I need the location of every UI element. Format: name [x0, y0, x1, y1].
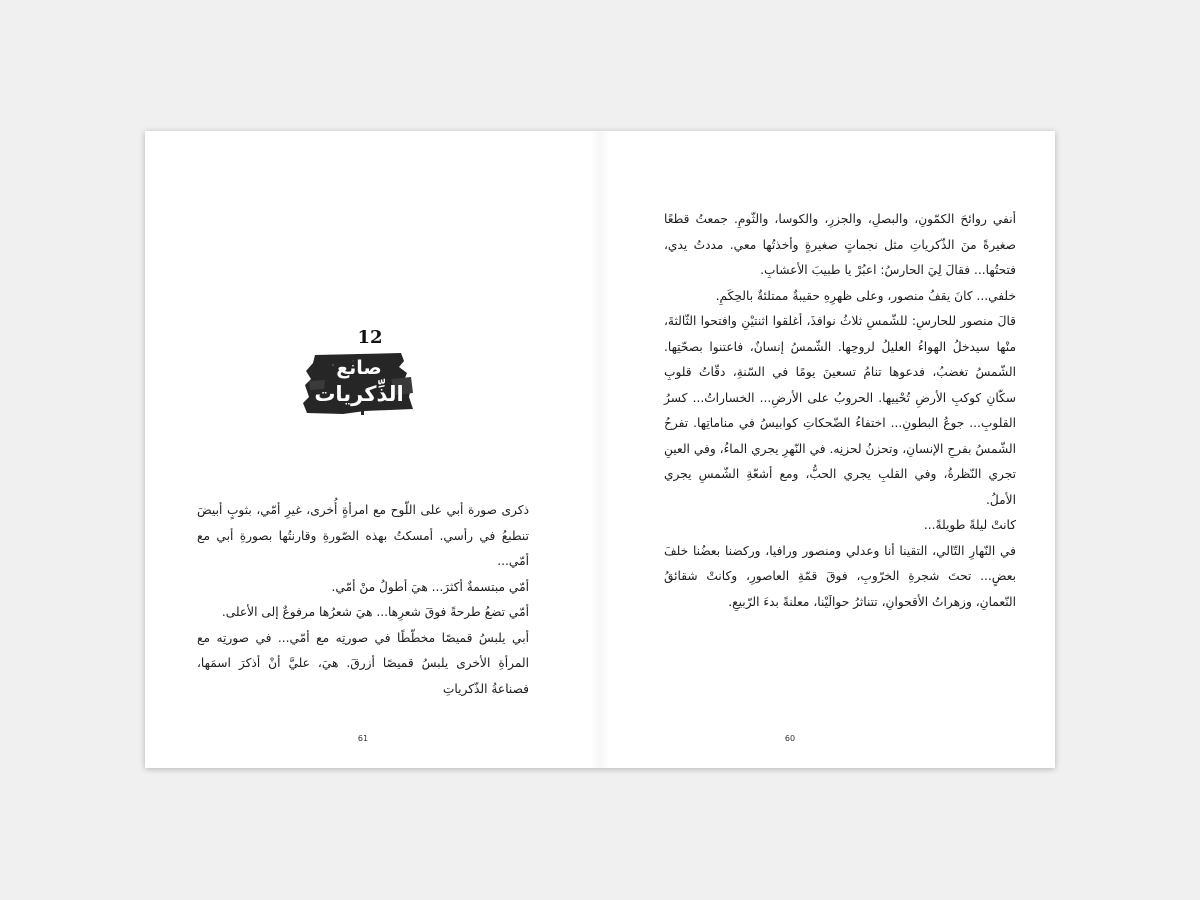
page-number: 61: [357, 734, 369, 743]
page-number: 60: [784, 734, 796, 743]
chapter-header: [303, 327, 423, 427]
chapter-title-line-2: الذِّكريات: [314, 382, 404, 406]
paragraph: أمّي مبتسمةٌ أكثرَ... هيَ أطولُ منْ أمّي.: [331, 579, 529, 594]
chapter-title: [303, 353, 415, 415]
right-page: [600, 131, 1055, 768]
paragraph: قالَ منصور للحارسِ: للشّمسِ ثلاثُ نوافذَ، أغلقوا اثنتيْنِ وافتحوا الثّالثةَ، منْها سيدخلُ الهواءُ العليلُ لروحِها. الشّمسُ إنسانٌ، فاعتنوا بصحّتِها. الشّمسُ تغضبُ، فدعوها تنامُ تسعينَ يومًا في السّنةِ، دقّاتُ قلوبِ سكّانِ كوكبِ الأرضِ تُحْييها. الحروبُ على الأرضِ... الخساراتُ... كسرُ القلوبِ... جوعُ البطونِ... اختفاءُ الضّحكاتِ كوابيسُ في مناماتِها. تفرحُ الشّمسُ بفرحِ الإنسانِ، وتحزنُ لحزنِه. في النّهرِ يجري الماءُ، وفي العينِ تجري النّظرةُ، وفي القلبِ يجري الحبُّ، ومع أشعّةِ الشّمسِ يجري الأملُ.: [664, 314, 1016, 507]
paragraph: كانتْ ليلةً طويلةً...: [923, 518, 1016, 532]
chapter-number: 12: [357, 327, 383, 348]
right-page-text: [664, 207, 1016, 615]
paragraph: ذكرى صورة أبي على اللّوح مع امرأةٍ أُخرى، غيرِ أمّي، بثوبٍ أبيضَ تنطبعُ في رأسي. أمسكتُ بهذه الصّورةِ وقارنتُها بصورةِ أبي مع أمّي...: [197, 503, 529, 568]
chapter-title-line-1: صانع: [336, 357, 382, 379]
left-page-text: [197, 498, 529, 702]
paragraph: أبي يلبسُ قميصًا مخطّطًا في صورتِه مع أمّي... في صورتِه مع المرأةِ الأخرى يلبسُ قميصًا أزرقَ. هيَ، عليَّ أنْ أذكرَ اسمَها، فصناعةُ الذّكرياتِ: [197, 630, 529, 696]
paragraph: أنفي روائحَ الكمّونِ، والبصلِ، والجزرِ، والكوسا، والثّومِ. جمعتُ قطعًا صغيرةً منَ الذّكرياتِ مثل نجماتٍ صغيرةٍ وأخذتُها معي. مددتُ يدي، فتحتُها... فقالَ لِيَ الحارسُ: اعبُرْ يا طبيبَ الأعشابِ.: [664, 212, 1016, 277]
paragraph: في النّهارِ التّالي، التقينا أنا وعدلي ومنصور ورافيا، وركضنا بعضُنا خلفَ بعضٍ... تحتَ شجرةِ الخرّوبِ، فوقَ قمّةِ العاصورِ، وكانتْ شقائقُ النّعمانِ، وزهراتُ الأقحوانِ، تتناثرُ حوالَيْنا، معلنةً بدءَ الرّبيعِ.: [664, 543, 1016, 609]
left-page: [145, 131, 600, 768]
paragraph: خلفي... كانَ يقفُ منصور، وعلى ظهرِهِ حقيبةٌ ممتلئةٌ بالحِكَمِ.: [715, 288, 1016, 303]
paragraph: أمّي تضعُ طرحةً فوقَ شعرِها... هيَ شعرُها مرفوعٌ إلى الأعلى.: [221, 605, 529, 619]
book-spread: [145, 131, 1055, 768]
